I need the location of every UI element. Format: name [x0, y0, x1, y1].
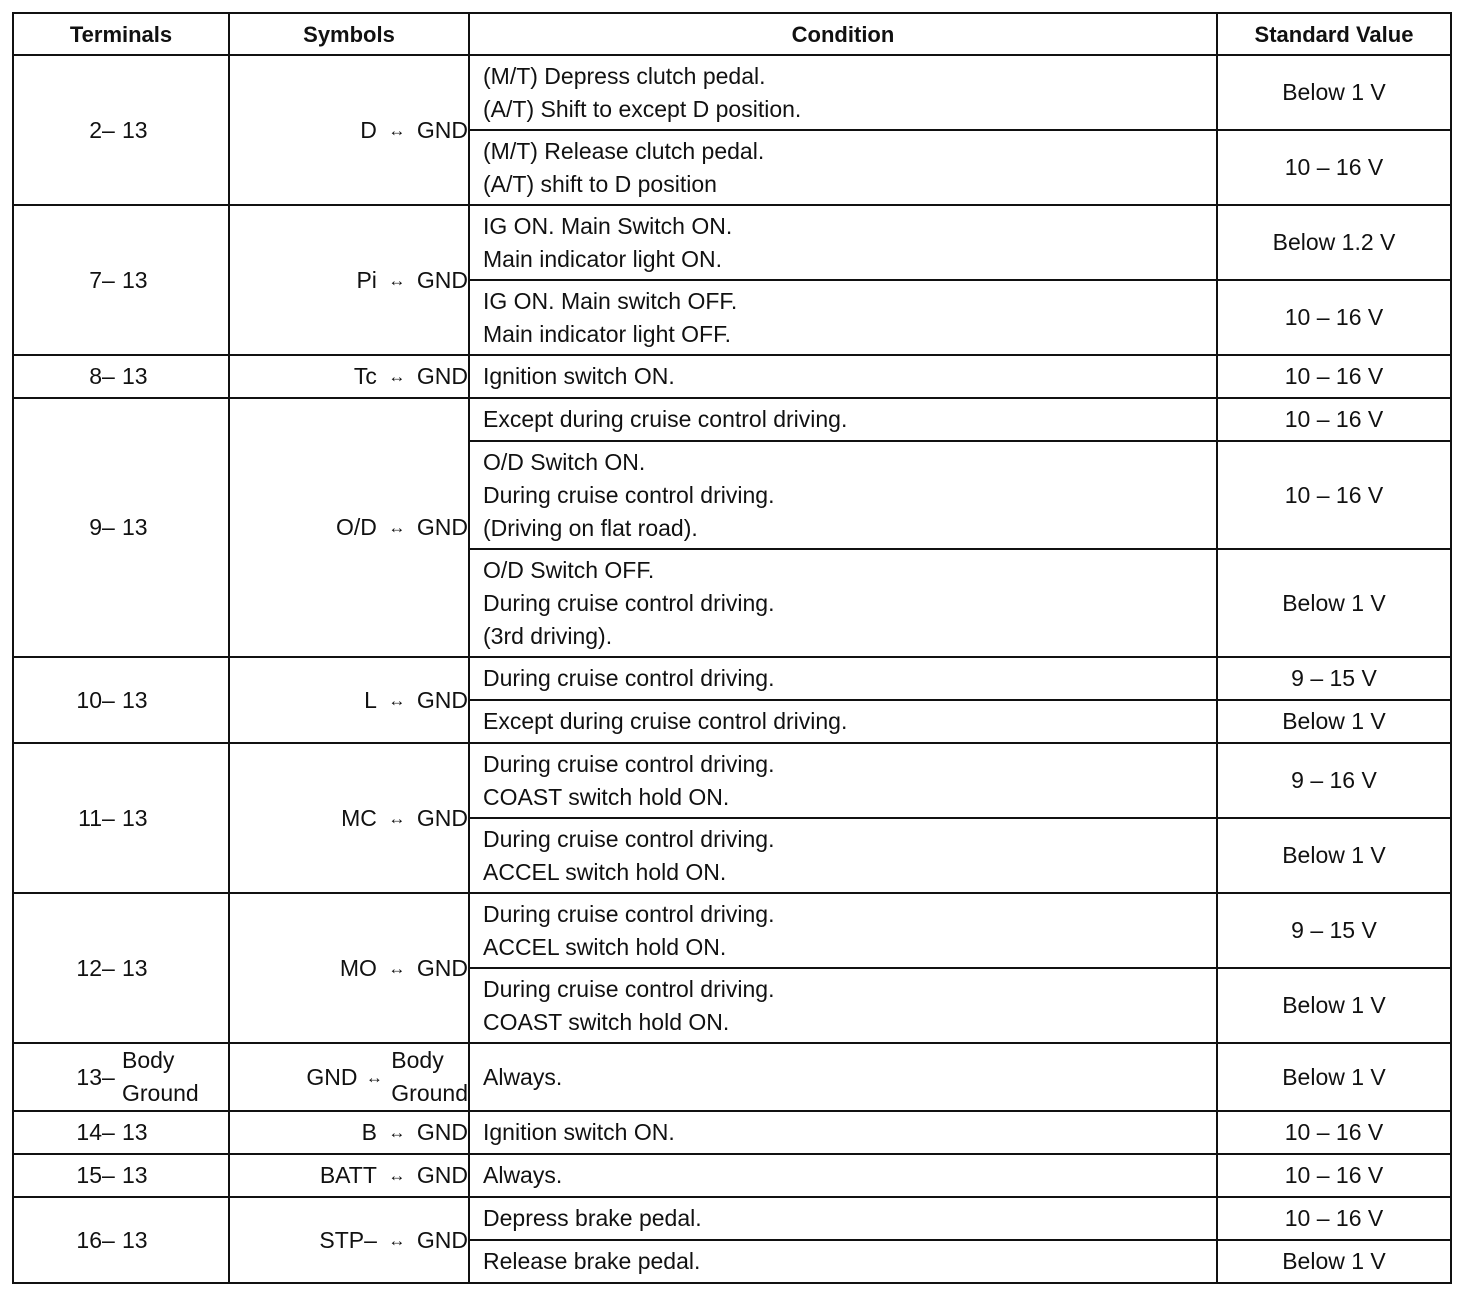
standard-value-cell: 10 – 16 V [1217, 398, 1451, 441]
symbol-ground: GND [416, 1119, 468, 1145]
standard-value-cell: 10 – 16 V [1217, 1154, 1451, 1197]
symbol-ground: GND [416, 954, 468, 981]
condition-cell [469, 1111, 1217, 1154]
symbol-ground: Body Ground [391, 1047, 468, 1106]
condition-cell [469, 355, 1217, 398]
terminal-dash: – [102, 686, 115, 713]
condition-line: Always. [483, 1063, 563, 1090]
terminal-voltage-table [12, 12, 1452, 1284]
terminal-to: 13 [122, 514, 148, 540]
terminal-cell [13, 743, 229, 893]
condition-line: During cruise control driving. [483, 665, 775, 691]
terminal-cell [13, 893, 229, 1043]
terminal-inspection-document [12, 12, 1450, 1284]
condition-cell [469, 743, 1217, 818]
terminal-to: 13 [122, 1162, 148, 1188]
standard-value-cell: 10 – 16 V [1217, 1111, 1451, 1154]
symbol-ground: GND [416, 1226, 468, 1253]
double-arrow-icon: ↔ [388, 518, 406, 537]
condition-cell [469, 130, 1217, 205]
terminal-dash: – [102, 363, 115, 389]
double-arrow-icon: ↔ [388, 1230, 406, 1250]
terminal-dash: – [102, 804, 115, 831]
condition-cell [469, 441, 1217, 549]
standard-value-cell: 10 – 16 V [1217, 280, 1451, 355]
symbol-cell [229, 355, 469, 398]
condition-cell [469, 1154, 1217, 1197]
symbol-cell [229, 55, 469, 205]
symbol-signal: O/D [336, 514, 377, 540]
table-row [13, 743, 1451, 818]
condition-cell [469, 280, 1217, 355]
terminal-to: 13 [122, 686, 148, 713]
symbol-signal: B [361, 1119, 377, 1145]
condition-cell [469, 1197, 1217, 1240]
terminal-pair [44, 360, 228, 393]
double-arrow-icon: ↔ [388, 120, 406, 140]
symbol-pair [252, 802, 468, 835]
terminal-dash: – [102, 1226, 115, 1253]
standard-value-cell: 10 – 16 V [1217, 1197, 1451, 1240]
condition-line: O/D Switch OFF. [483, 556, 655, 583]
double-arrow-icon: ↔ [388, 367, 406, 386]
terminal-pair [44, 264, 228, 297]
terminal-from: 11 [78, 804, 102, 831]
symbol-cell [229, 893, 469, 1043]
standard-value-cell: Below 1 V [1217, 1043, 1451, 1111]
terminal-to: 13 [122, 363, 148, 389]
terminal-from: 13 [76, 1063, 102, 1090]
condition-line: During cruise control driving. [483, 975, 775, 1002]
terminal-dash: – [102, 1063, 115, 1090]
symbol-pair [252, 1116, 468, 1149]
terminal-pair [44, 511, 228, 544]
terminal-cell [13, 1197, 229, 1283]
condition-cell [469, 1240, 1217, 1283]
condition-cell [469, 968, 1217, 1043]
symbol-ground: GND [416, 514, 468, 540]
condition-line: (A/T) Shift to except D position. [483, 95, 802, 122]
symbol-pair [252, 1044, 468, 1110]
table-row [13, 355, 1451, 398]
terminal-to: 13 [122, 954, 148, 981]
header-condition: Condition [469, 13, 1217, 55]
terminal-from: 10 [76, 686, 102, 713]
double-arrow-icon: ↔ [388, 958, 406, 978]
table-row [13, 1043, 1451, 1111]
standard-value-cell: Below 1 V [1217, 1240, 1451, 1283]
double-arrow-icon: ↔ [388, 690, 406, 710]
condition-cell [469, 549, 1217, 657]
double-arrow-icon: ↔ [388, 270, 406, 290]
condition-line: (M/T) Depress clutch pedal. [483, 62, 766, 89]
condition-line: Depress brake pedal. [483, 1205, 702, 1231]
terminal-cell [13, 55, 229, 205]
condition-line: IG ON. Main switch OFF. [483, 287, 738, 314]
symbol-ground: GND [416, 686, 468, 713]
symbol-cell [229, 398, 469, 657]
terminal-cell [13, 355, 229, 398]
condition-line: During cruise control driving. [483, 900, 775, 927]
terminal-pair [44, 1224, 228, 1257]
terminal-to: 13 [122, 266, 148, 293]
standard-value-cell: 9 – 15 V [1217, 893, 1451, 968]
standard-value-cell: Below 1 V [1217, 818, 1451, 893]
terminal-pair [44, 802, 228, 835]
symbol-signal: STP– [319, 1226, 377, 1253]
table-body [13, 55, 1451, 1283]
terminal-cell [13, 205, 229, 355]
table-row [13, 1197, 1451, 1240]
double-arrow-icon: ↔ [365, 1067, 383, 1087]
header-symbols: Symbols [229, 13, 469, 55]
standard-value-cell: Below 1 V [1217, 55, 1451, 130]
double-arrow-icon: ↔ [388, 1166, 406, 1185]
symbol-signal: Tc [353, 363, 377, 389]
terminal-from: 14 [76, 1119, 102, 1145]
symbol-ground: GND [416, 266, 468, 293]
condition-line: IG ON. Main Switch ON. [483, 212, 733, 239]
condition-line: During cruise control driving. [483, 825, 775, 852]
terminal-cell [13, 1111, 229, 1154]
terminal-dash: – [102, 1119, 115, 1145]
standard-value-cell: 10 – 16 V [1217, 355, 1451, 398]
symbol-ground: GND [416, 1162, 468, 1188]
condition-line: Release brake pedal. [483, 1248, 701, 1274]
terminal-cell [13, 657, 229, 743]
terminal-dash: – [102, 116, 115, 143]
symbol-cell [229, 205, 469, 355]
standard-value-cell: 10 – 16 V [1217, 130, 1451, 205]
terminal-dash: – [102, 1162, 115, 1188]
header-terminals: Terminals [13, 13, 229, 55]
symbol-signal: Pi [356, 266, 377, 293]
terminal-from: 12 [76, 954, 102, 981]
symbol-cell [229, 1197, 469, 1283]
standard-value-cell: Below 1 V [1217, 968, 1451, 1043]
terminal-from: 7 [89, 266, 102, 293]
condition-line: Ignition switch ON. [483, 363, 675, 389]
condition-line: During cruise control driving. [483, 750, 775, 777]
double-arrow-icon: ↔ [388, 808, 406, 828]
condition-cell [469, 657, 1217, 700]
symbol-signal: MO [339, 954, 377, 981]
condition-line: Main indicator light OFF. [483, 320, 731, 347]
symbol-signal: BATT [319, 1162, 377, 1188]
table-row [13, 205, 1451, 280]
symbol-ground: GND [416, 116, 468, 143]
symbol-pair [252, 1159, 468, 1192]
condition-cell [469, 55, 1217, 130]
terminal-dash: – [102, 514, 115, 540]
terminal-from: 8 [89, 363, 102, 389]
symbol-pair [252, 511, 468, 544]
terminal-pair [44, 114, 228, 147]
terminal-pair [44, 1116, 228, 1149]
condition-cell [469, 893, 1217, 968]
terminal-to: 13 [122, 1119, 148, 1145]
standard-value-cell: Below 1.2 V [1217, 205, 1451, 280]
symbol-pair [252, 264, 468, 297]
header-standard-value: Standard Value [1217, 13, 1451, 55]
terminal-dash: – [102, 954, 115, 981]
terminal-cell [13, 1043, 229, 1111]
symbol-cell [229, 743, 469, 893]
terminal-from: 9 [89, 514, 102, 540]
terminal-to: 13 [122, 804, 148, 831]
symbol-pair [252, 1224, 468, 1257]
condition-cell [469, 1043, 1217, 1111]
symbol-cell [229, 1043, 469, 1111]
header-row [13, 13, 1451, 55]
condition-line: Always. [483, 1162, 563, 1188]
condition-line: Main indicator light ON. [483, 245, 723, 272]
condition-line: COAST switch hold ON. [483, 1008, 730, 1035]
symbol-signal: L [364, 686, 377, 713]
symbol-pair [252, 684, 468, 717]
terminal-from: 16 [76, 1226, 102, 1253]
terminal-dash: – [102, 266, 115, 293]
condition-line: Except during cruise control driving. [483, 406, 848, 432]
symbol-signal: MC [341, 804, 377, 831]
symbol-cell [229, 1111, 469, 1154]
symbol-pair [252, 360, 468, 393]
condition-cell [469, 700, 1217, 743]
condition-line: ACCEL switch hold ON. [483, 933, 727, 960]
terminal-pair [44, 1044, 228, 1110]
terminal-from: 15 [76, 1162, 102, 1188]
table-row [13, 657, 1451, 700]
condition-line: (3rd driving). [483, 622, 613, 649]
condition-line: (Driving on flat road). [483, 514, 698, 541]
terminal-from: 2 [89, 116, 102, 143]
condition-line: (A/T) shift to D position [483, 170, 717, 197]
terminal-pair [44, 1159, 228, 1192]
symbol-pair [252, 114, 468, 147]
table-row [13, 398, 1451, 441]
condition-line: COAST switch hold ON. [483, 783, 730, 810]
symbol-signal: D [360, 116, 377, 143]
condition-cell [469, 205, 1217, 280]
table-row [13, 1154, 1451, 1197]
condition-line: Except during cruise control driving. [483, 708, 848, 734]
table-row [13, 893, 1451, 968]
terminal-to: Body Ground [122, 1047, 199, 1106]
terminal-pair [44, 952, 228, 985]
terminal-to: 13 [122, 116, 148, 143]
table-row [13, 55, 1451, 130]
double-arrow-icon: ↔ [388, 1123, 406, 1142]
symbol-pair [252, 952, 468, 985]
standard-value-cell: Below 1 V [1217, 700, 1451, 743]
symbol-cell [229, 1154, 469, 1197]
symbol-ground: GND [416, 363, 468, 389]
standard-value-cell: 9 – 15 V [1217, 657, 1451, 700]
condition-line: During cruise control driving. [483, 589, 775, 616]
table-row [13, 1111, 1451, 1154]
terminal-pair [44, 684, 228, 717]
condition-line: During cruise control driving. [483, 481, 775, 508]
condition-line: (M/T) Release clutch pedal. [483, 137, 765, 164]
terminal-to: 13 [122, 1226, 148, 1253]
symbol-signal: GND [306, 1063, 358, 1090]
condition-line: Ignition switch ON. [483, 1119, 675, 1145]
condition-cell [469, 818, 1217, 893]
terminal-cell [13, 398, 229, 657]
standard-value-cell: Below 1 V [1217, 549, 1451, 657]
symbol-ground: GND [416, 804, 468, 831]
condition-line: O/D Switch ON. [483, 448, 646, 475]
standard-value-cell: 10 – 16 V [1217, 441, 1451, 549]
symbol-cell [229, 657, 469, 743]
standard-value-cell: 9 – 16 V [1217, 743, 1451, 818]
terminal-cell [13, 1154, 229, 1197]
condition-line: ACCEL switch hold ON. [483, 858, 727, 885]
condition-cell [469, 398, 1217, 441]
